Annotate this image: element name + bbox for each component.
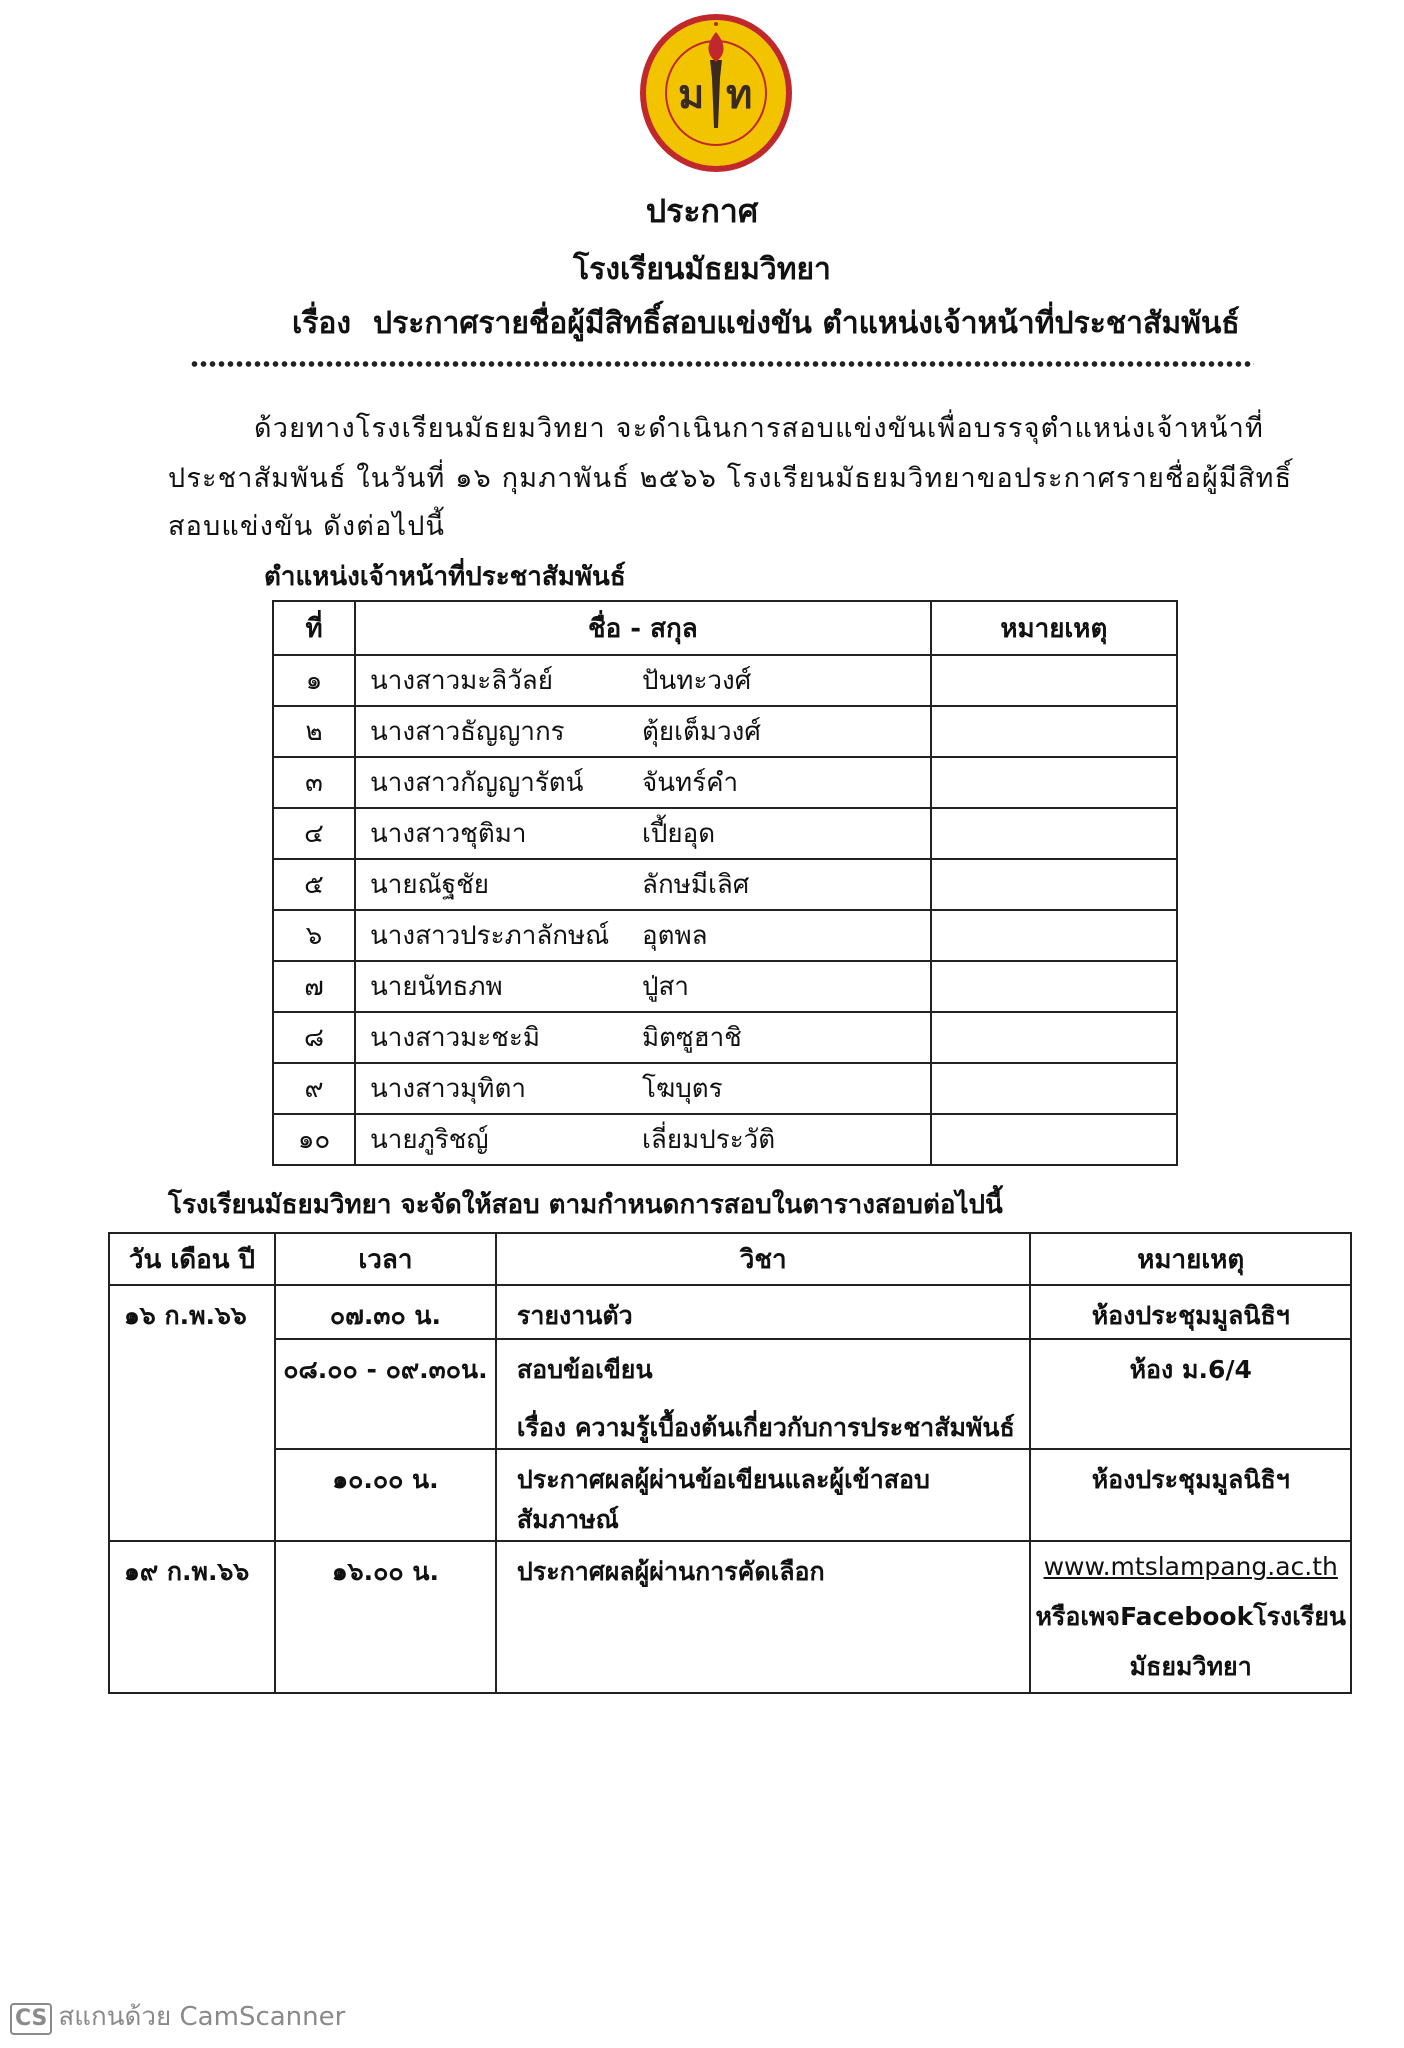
row-note [931, 808, 1177, 859]
schedule-note: ห้องประชุมมูลนิธิฯ [1030, 1449, 1351, 1541]
col-header-note: หมายเหตุ [1030, 1233, 1351, 1285]
svg-text:ม: ม [678, 71, 705, 118]
table-row [273, 808, 1177, 859]
table-row [273, 706, 1177, 757]
last-name: มิตซูฮาชิ [642, 1023, 742, 1053]
schedule-date: ๑๙ ก.พ.๖๖ [109, 1541, 275, 1693]
schedule-subject: รายงานตัว [496, 1285, 1031, 1339]
row-name [355, 1012, 931, 1063]
candidates-table [272, 600, 1178, 1166]
row-no: ๙ [273, 1063, 355, 1114]
row-name [355, 655, 931, 706]
position-heading: ตำแหน่งเจ้าหน้าที่ประชาสัมพันธ์ [264, 562, 626, 592]
table-row [273, 859, 1177, 910]
last-name: ตุ้ยเต็มวงศ์ [642, 717, 761, 747]
row-no: ๓ [273, 757, 355, 808]
row-name [355, 961, 931, 1012]
schedule-time: ๐๘.๐๐ - ๐๙.๓๐น. [275, 1339, 496, 1449]
row-note [931, 910, 1177, 961]
row-note [931, 1012, 1177, 1063]
col-header-subject: วิชา [496, 1233, 1031, 1285]
table-row [273, 757, 1177, 808]
row-note [931, 961, 1177, 1012]
row-no: ๑ [273, 655, 355, 706]
last-name: อุตพล [642, 921, 708, 951]
last-name: ปู่สา [642, 972, 690, 1002]
first-name: นางสาวกัญญารัตน์ [370, 768, 584, 798]
row-no: ๘ [273, 1012, 355, 1063]
subject-text: ประกาศรายชื่อผู้มีสิทธิ์สอบแข่งขัน ตำแหน่งเจ้าหน้าที่ประชาสัมพันธ์ [373, 306, 1240, 341]
intro-line-2: ประชาสัมพันธ์ ในวันที่ ๑๖ กุมภาพันธ์ ๒๕๖๖ โรงเรียนมัธยมวิทยาขอประกาศรายชื่อผู้มีสิทธิ์ [168, 463, 1293, 494]
last-name: ลักษมีเลิศ [642, 870, 750, 900]
schedule-time: ๐๗.๓๐ น. [275, 1285, 496, 1339]
schedule-note: ห้องประชุมมูลนิธิฯ [1030, 1285, 1351, 1339]
first-name: นางสาวประภาลักษณ์ [370, 921, 610, 951]
last-name: เปี้ยอุด [642, 819, 716, 849]
row-name [355, 808, 931, 859]
table-row [273, 910, 1177, 961]
last-name: จันทร์คำ [642, 768, 739, 798]
first-name: นายนัทธภพ [370, 972, 503, 1002]
first-name: นางสาวมุทิตา [370, 1074, 526, 1104]
row-name [355, 706, 931, 757]
first-name: นางสาวมะลิวัลย์ [370, 666, 553, 696]
row-name [355, 1114, 931, 1165]
first-name: นางสาวชุติมา [370, 819, 527, 849]
first-name: นายณัฐชัย [370, 870, 489, 900]
schedule-heading: โรงเรียนมัธยมวิทยา จะจัดให้สอบ ตามกำหนดการสอบในตารางสอบต่อไปนี้ [168, 1190, 1003, 1220]
svg-text:ท: ท [726, 71, 753, 118]
first-name: นายภูริชญ์ [370, 1125, 489, 1155]
col-header-date: วัน เดือน ปี [109, 1233, 275, 1285]
schedule-subject [496, 1339, 1031, 1449]
last-name: เลี่ยมประวัติ [642, 1125, 776, 1155]
schedule-header-row [109, 1233, 1351, 1285]
note-line-3: มัธยมวิทยา [1129, 1652, 1252, 1681]
row-name [355, 1063, 931, 1114]
first-name: นางสาวธัญญากร [370, 717, 565, 747]
col-header-note: หมายเหตุ [931, 601, 1177, 655]
table-row [273, 1114, 1177, 1165]
last-name: ปันทะวงศ์ [642, 666, 752, 696]
row-name [355, 859, 931, 910]
scanner-watermark [10, 1996, 345, 2037]
school-emblem-icon [636, 10, 796, 176]
intro-line-1: ด้วยทางโรงเรียนมัธยมวิทยา จะดำเนินการสอบแข่งขันเพื่อบรรจุตำแหน่งเจ้าหน้าที่ [254, 413, 1264, 444]
row-note [931, 706, 1177, 757]
camscanner-badge-icon: CS [10, 2003, 52, 2035]
last-name: โฆบุตร [642, 1074, 723, 1104]
row-note [931, 1063, 1177, 1114]
row-no: ๑๐ [273, 1114, 355, 1165]
announcement-subject [292, 300, 1240, 347]
subject-line-1: สอบข้อเขียน [516, 1355, 653, 1384]
first-name: นางสาวมะชะมิ [370, 1023, 541, 1053]
table-row [273, 1063, 1177, 1114]
col-header-time: เวลา [275, 1233, 496, 1285]
schedule-subject: ประกาศผลผู้ผ่านการคัดเลือก [496, 1541, 1031, 1693]
row-no: ๗ [273, 961, 355, 1012]
row-name [355, 910, 931, 961]
row-note [931, 1114, 1177, 1165]
row-note [931, 757, 1177, 808]
schedule-row [109, 1449, 1351, 1541]
row-no: ๔ [273, 808, 355, 859]
table-row [273, 655, 1177, 706]
schedule-note [1030, 1541, 1351, 1693]
announcement-title: ประกาศ [645, 192, 759, 230]
table-header-row [273, 601, 1177, 655]
table-row [273, 961, 1177, 1012]
row-no: ๖ [273, 910, 355, 961]
schedule-note: ห้อง ม.6/4 [1030, 1339, 1351, 1449]
website-link[interactable]: www.mtslampang.ac.th [1043, 1552, 1338, 1581]
col-header-name: ชื่อ - สกุล [355, 601, 931, 655]
schedule-date: ๑๖ ก.พ.๖๖ [109, 1285, 275, 1541]
row-note [931, 655, 1177, 706]
row-no: ๕ [273, 859, 355, 910]
schedule-row [109, 1339, 1351, 1449]
row-no: ๒ [273, 706, 355, 757]
schedule-row [109, 1541, 1351, 1693]
schedule-subject: ประกาศผลผู้ผ่านข้อเขียนและผู้เข้าสอบสัมภาษณ์ [496, 1449, 1031, 1541]
row-name [355, 757, 931, 808]
schedule-row [109, 1285, 1351, 1339]
schedule-time: ๑๐.๐๐ น. [275, 1449, 496, 1541]
subject-line-2: เรื่อง ความรู้เบื้องต้นเกี่ยวกับการประชาสัมพันธ์ [516, 1413, 1015, 1442]
dotted-divider [190, 358, 1254, 370]
watermark-text: สแกนด้วย CamScanner [58, 2002, 346, 2032]
table-row [273, 1012, 1177, 1063]
note-line-2: หรือเพจFacebookโรงเรียน [1035, 1602, 1346, 1631]
intro-line-3: สอบแข่งขัน ดังต่อไปนี้ [168, 511, 446, 542]
school-name: โรงเรียนมัธยมวิทยา [573, 252, 831, 287]
subject-label: เรื่อง [292, 306, 352, 341]
schedule-time: ๑๖.๐๐ น. [275, 1541, 496, 1693]
row-note [931, 859, 1177, 910]
exam-schedule-table [108, 1232, 1352, 1694]
col-header-no: ที่ [273, 601, 355, 655]
